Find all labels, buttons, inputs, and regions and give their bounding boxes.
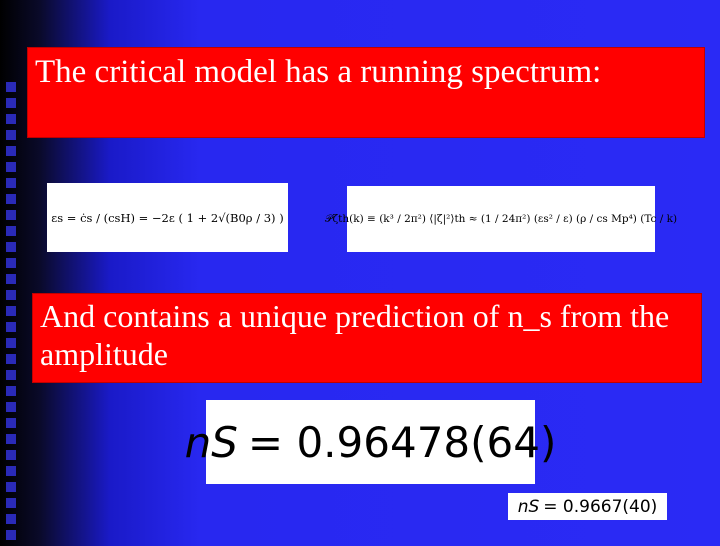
ns-symbol: nS [184, 417, 238, 467]
square-pattern [6, 82, 18, 546]
ns-measured-value: = 0.9667(40) [543, 496, 658, 517]
equation-epsilon-s-text: εs = ċs / (csH) = −2ε ( 1 + 2√(B0ρ / 3) ) [51, 210, 284, 225]
equation-power-spectrum [324, 186, 678, 252]
heading-ns-prediction: And contains a unique prediction of n_s from the amplitude [32, 293, 702, 383]
heading-running-spectrum: The critical model has a running spectrum: [27, 47, 705, 138]
equation-power-spectrum-text: 𝒫ζth(k) ≡ (k³ / 2π²) ⟨|ζ|²⟩th ≈ (1 / 24π²) (εs² / ε) (ρ / cs Mp⁴) (Tc / k) [324, 212, 678, 225]
ns-prediction-value: = 0.96478(64) [247, 417, 557, 467]
equation-epsilon-s [47, 183, 288, 252]
decorative-square-column [0, 40, 26, 540]
equation-ns-prediction [184, 400, 557, 484]
equation-ns-measured [508, 493, 667, 520]
ns-measured-symbol: nS [517, 496, 540, 517]
